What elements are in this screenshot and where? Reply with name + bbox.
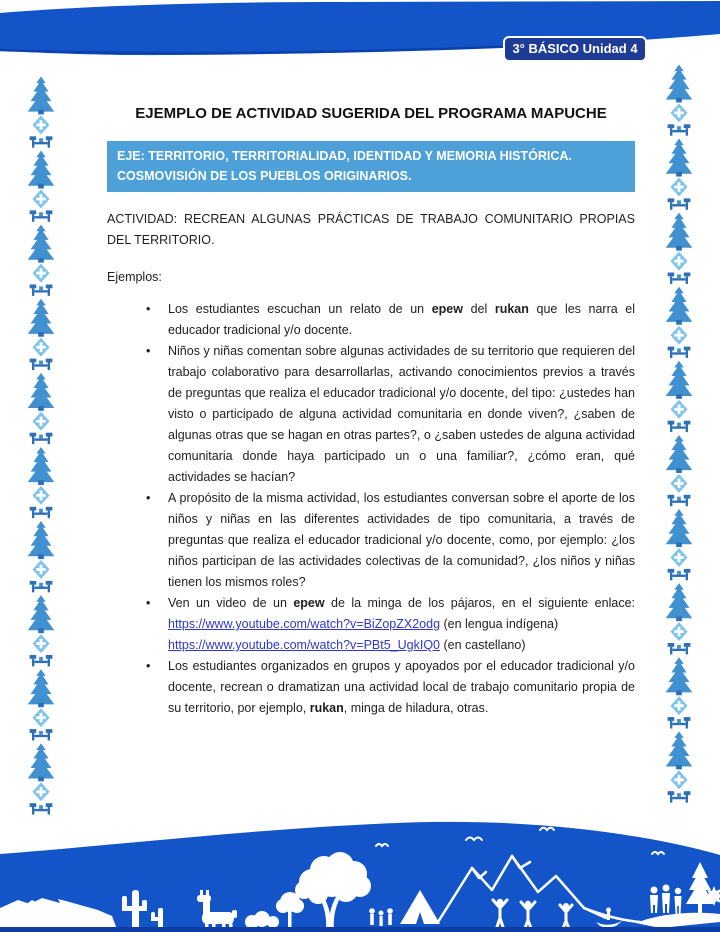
youtube-link[interactable]: https://www.youtube.com/watch?v=PBt5_UgkIQ0 xyxy=(168,638,441,652)
footer-edge-strip xyxy=(0,927,720,932)
mapuche-border-left-icon xyxy=(22,56,60,841)
bullet-marker: • xyxy=(146,491,151,505)
mapuche-term: epew xyxy=(293,596,325,610)
text-run: Los estudiantes organizados en grupos y apoyados por el educador tradicional y/o docente, recrean o dramatizan una actividad local de trabajo comunitario propia de su territorio, por ejemplo, xyxy=(168,659,635,715)
list-item xyxy=(107,299,635,341)
text-run: (en castellano) xyxy=(440,638,526,652)
list-item xyxy=(107,593,635,656)
list-item xyxy=(107,656,635,719)
bullet-marker: • xyxy=(146,596,151,610)
text-run: Los estudiantes escuchan un relato de un xyxy=(168,302,432,316)
list-item xyxy=(107,488,635,593)
document-content xyxy=(107,103,635,719)
text-run: del xyxy=(462,302,495,316)
mapuche-term: rukan xyxy=(309,701,344,715)
bullet-marker: • xyxy=(146,302,151,316)
footer-landscape-illustration xyxy=(0,810,720,932)
unit-badge: 3° BÁSICO Unidad 4 xyxy=(503,36,647,62)
mapuche-term: rukan xyxy=(494,302,529,316)
activity-statement: ACTIVIDAD: RECREAN ALGUNAS PRÁCTICAS DE TRABAJO COMUNITARIO PROPIAS DEL TERRITORIO. xyxy=(107,212,635,247)
eje-box xyxy=(107,141,635,192)
bullet-marker: • xyxy=(146,344,151,358)
text-run: que les narra el educador tradicional y/o docente. xyxy=(168,302,636,337)
page-title: EJEMPLO DE ACTIVIDAD SUGERIDA DEL PROGRAMA MAPUCHE xyxy=(135,105,607,122)
text-run: , minga de hiladura, otras. xyxy=(343,701,489,715)
youtube-link[interactable]: https://www.youtube.com/watch?v=BiZopZX2odg xyxy=(168,617,441,631)
bullet-marker: • xyxy=(146,659,151,673)
examples-list xyxy=(107,299,635,719)
text-run: Ven un video de un xyxy=(168,596,294,610)
text-run: A propósito de la misma actividad, los estudiantes conversan sobre el aporte de los niños y niñas en las diferentes actividades de tipo comunitaria, a través de preguntas que realiza el educador tradicional y/o docente, como, por ejemplo: ¿los niños participan de las actividades colectivas de la comunidad?, ¿los niños y niñas tienen los mismos roles? xyxy=(168,491,635,589)
eje-line2: COSMOVISIÓN DE LOS PUEBLOS ORIGINARIOS. xyxy=(117,169,412,183)
mapuche-term: epew xyxy=(431,302,463,316)
mapuche-border-right-icon xyxy=(660,44,698,829)
eje-line1: EJE: TERRITORIO, TERRITORIALIDAD, IDENTIDAD Y MEMORIA HISTÓRICA. xyxy=(117,149,572,163)
text-run: de la minga de los pájaros, en el siguiente enlace: xyxy=(324,596,635,610)
text-run: Niños y niñas comentan sobre algunas actividades de su territorio que requieren del trabajo colaborativo para desarrollarlas, activando conocimientos previos a través de preguntas que realiza el educador tradicional y/o docente, del tipo: ¿ustedes han visto o participado de alguna actividad comunitaria en donde viven?, ¿saben de algunas otras que se hagan en otras partes?, o ¿saben ustedes de alguna actividad comunitaria donde haya participado un o una familiar?, ¿cómo eran, qué actividades se hacían? xyxy=(168,344,635,484)
list-item xyxy=(107,341,635,488)
text-run: (en lengua indígena) xyxy=(440,617,559,631)
examples-label: Ejemplos: xyxy=(107,270,162,284)
villagers-icon xyxy=(369,908,393,926)
